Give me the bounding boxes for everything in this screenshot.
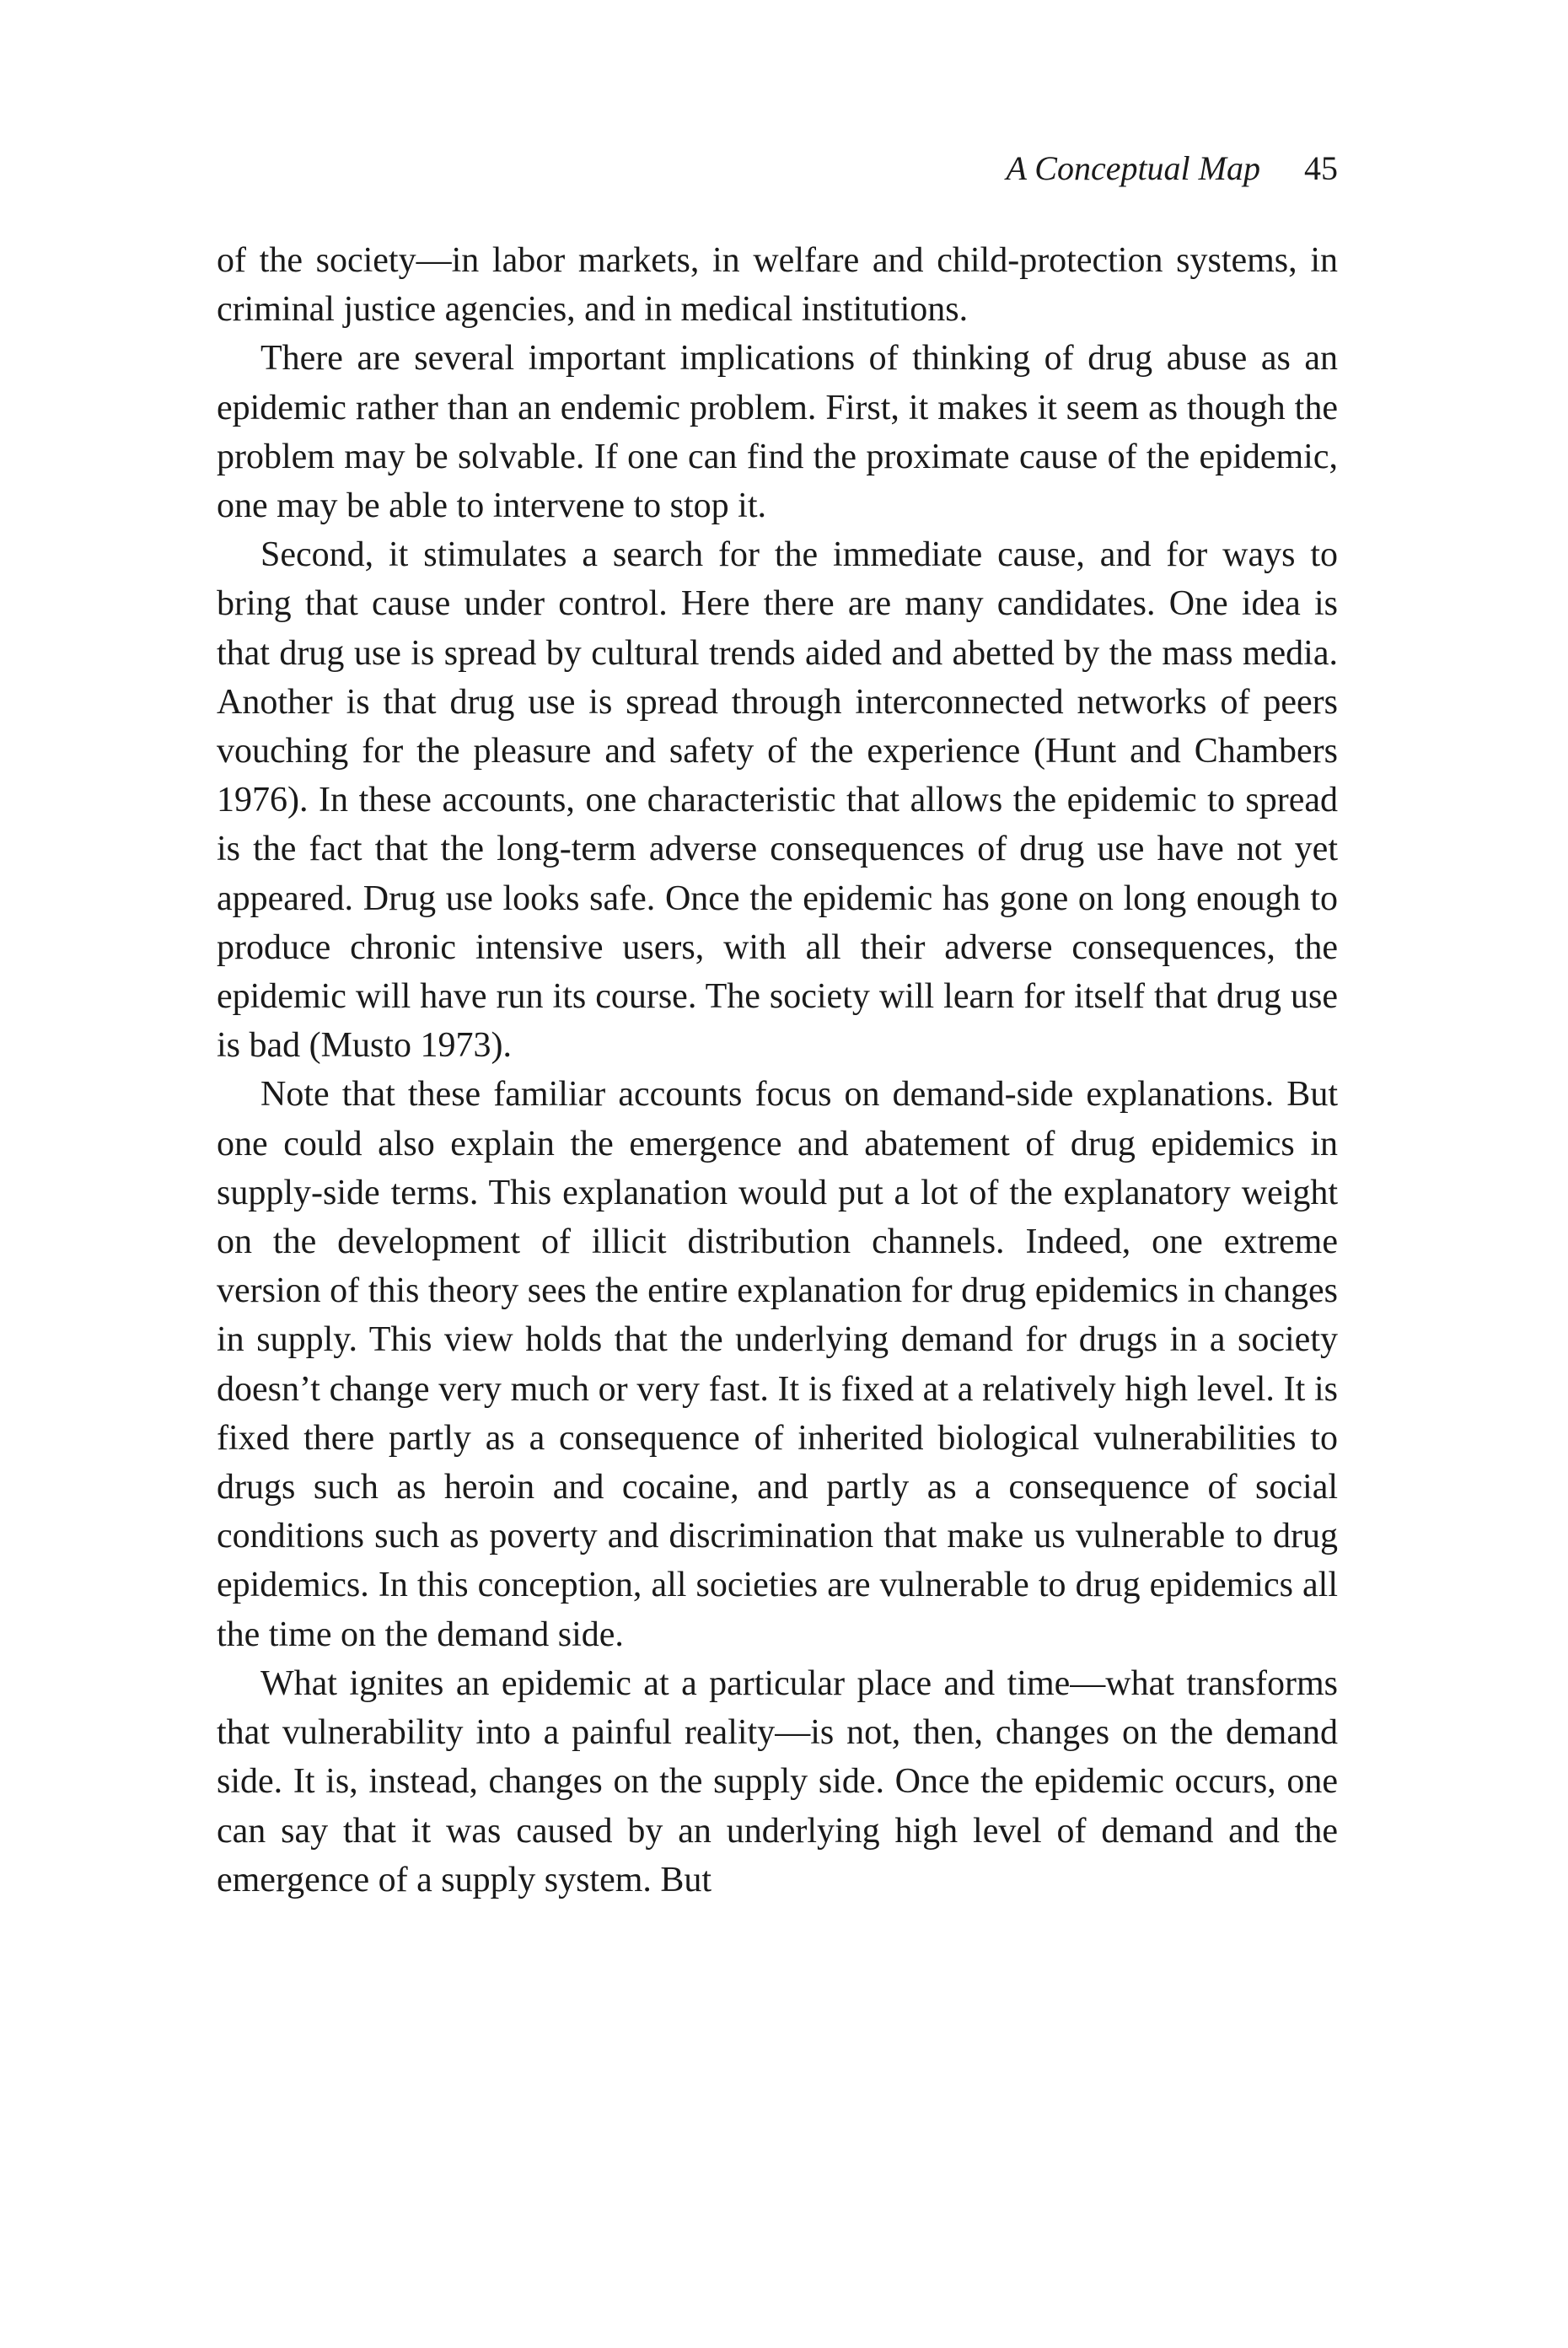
paragraph-implications: There are several important implications of thinking of drug abuse as an epidemic rather than an endemic problem. First, it makes it seem as though the problem may be solvable. If one can find the proximate cause of the epidemic, one may be able to intervene to stop it. [217, 339, 1338, 526]
running-title: A Conceptual Map [1006, 149, 1260, 187]
paragraph-immediate-cause: Second, it stimulates a search for the immediate cause, and for ways to bring that cause under control. Here there are many candidates. One idea is that drug use is spread by cultural trends aided and abetted by the mass media. Another is that drug use is spread through interconnected networks of peers vouching for the pleasure and safety of the experience (Hunt and Chambers 1976). In these accounts, one characteristic that allows the epidemic to spread is the fact that the long-term adverse consequences of drug use have not yet appeared. Drug use looks safe. Once the epidemic has gone on long enough to produce chronic intensive users, with all their adverse consequences, the epidemic will have run its course. The society will learn for itself that drug use is bad (Musto 1973). [217, 535, 1338, 1066]
running-head [1007, 148, 1338, 189]
paragraph-supply-side: What ignites an epidemic at a particular place and time—what transforms that vulnerability into a painful reality—is not, then, changes on the demand side. It is, instead, changes on the supply side. Once the epidemic occurs, one can say that it was caused by an underlying high level of demand and the emergence of a supply system. But [217, 1663, 1338, 1899]
body-text [217, 236, 1338, 1905]
page-number: 45 [1304, 149, 1338, 187]
paragraph-continued: of the society—in labor markets, in welfare and child-protection systems, in criminal justice agencies, and in medical institutions. [217, 241, 1338, 330]
paragraph-demand-side: Note that these familiar accounts focus on demand-side explanations. But one could also explain the emergence and abatement of drug epidemics in supply-side terms. This explanation would put a lot of the explanatory weight on the development of illicit distribution channels. Indeed, one extreme version of this theory sees the entire explanation for drug epidemics in changes in supply. This view holds that the underlying demand for drugs in a society doesn’t change very much or very fast. It is fixed at a relatively high level. It is fixed there partly as a consequence of inherited biological vulnerabilities to drugs such as heroin and cocaine, and partly as a consequence of social conditions such as poverty and discrimination that make us vulnerable to drug epidemics. In this conception, all societies are vulnerable to drug epidemics all the time on the demand side. [217, 1075, 1338, 1654]
